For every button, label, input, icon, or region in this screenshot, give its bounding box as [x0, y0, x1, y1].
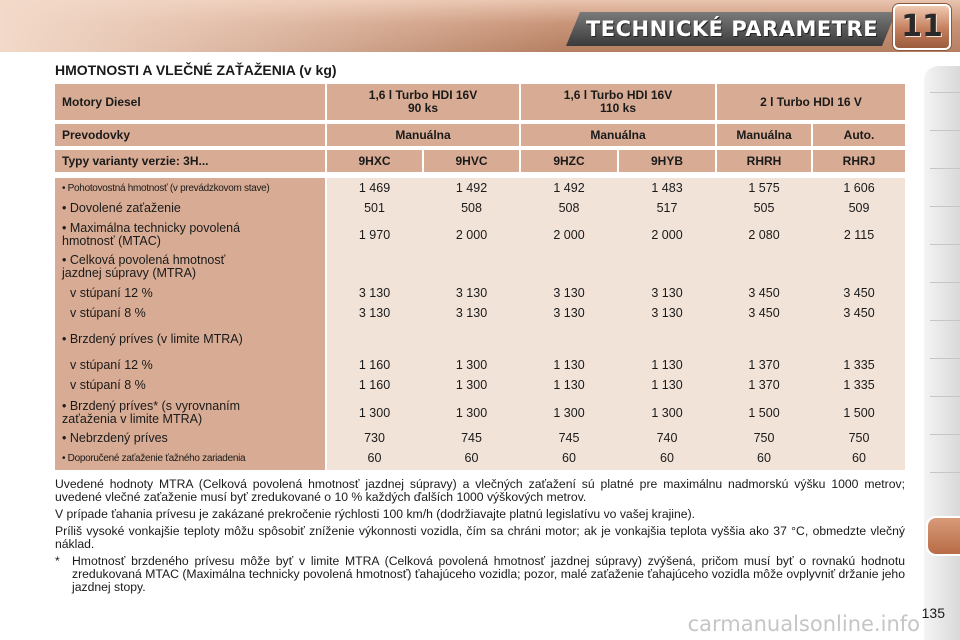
row-label: • Celková povolená hmotnosť jazdnej súpravy (MTRA)	[62, 253, 226, 280]
note-temperature: Príliš vysoké vonkajšie teploty môžu spôsobiť zníženie výkonnosti vozidla, čím sa chráni motor; ak je vonkajšia teplota vyššia ako 37 °C, obmedzte vlečný náklad.	[55, 524, 905, 551]
row-value: 1 606	[843, 181, 875, 195]
table-row	[55, 305, 905, 322]
row-value: 1 300	[651, 405, 683, 420]
chapter-tab[interactable]	[930, 434, 960, 435]
row-value: 508	[461, 200, 482, 215]
header-band-fade	[0, 0, 560, 52]
row-value	[813, 329, 905, 349]
row-value: 1 492	[455, 181, 488, 195]
row-value: 60	[562, 451, 576, 465]
row-value	[327, 252, 422, 282]
row-value: 1 492	[553, 181, 585, 195]
row-value: 3 130	[651, 306, 683, 320]
row-value: 1 160	[358, 378, 391, 392]
row-value: 1 500	[748, 405, 780, 420]
table-row	[55, 398, 905, 428]
variant-header: 9HYB	[619, 150, 715, 172]
row-value: 1 370	[748, 358, 780, 372]
row-value: 3 450	[748, 286, 780, 300]
row-value: 1 160	[358, 358, 391, 372]
row-value: 1 335	[843, 378, 875, 392]
row-value: 3 130	[651, 286, 683, 300]
note-speed: V prípade ťahania prívesu je zakázané prekročenie rýchlosti 100 km/h (dodržiavajte platnú legislatívu vo vašej krajine).	[55, 507, 696, 521]
row-label: • Pohotovostná hmotnosť (v prevádzkovom stave)	[62, 183, 270, 194]
chapter-number: 11	[901, 9, 943, 44]
variant-header: 9HXC	[327, 150, 422, 172]
row-value	[424, 252, 519, 282]
row-value: 3 450	[843, 286, 875, 300]
row-label: v stúpaní 12 %	[70, 286, 153, 300]
row-value: 1 130	[553, 378, 585, 392]
note-altitude: Uvedené hodnoty MTRA (Celková povolená hmotnosť jazdnej súpravy) a vlečných zaťažení sú platné pre maximálnu nadmorskú výšku 1000 metrov; uvedené vlečné zaťaženie musí byť zredukované o 10 % každých ďalších 1000 výškových metrov.	[55, 477, 905, 504]
row-value: 3 450	[843, 306, 875, 320]
row-label: • Brzdený príves* (s vyrovnaním zaťaženia v limite MTRA)	[62, 399, 241, 426]
row-value: 745	[558, 431, 580, 445]
row-label: v stúpaní 12 %	[70, 358, 153, 372]
row-value: 3 130	[455, 286, 488, 300]
row-value	[327, 329, 422, 349]
row-value: 730	[364, 431, 385, 445]
row-value	[619, 252, 715, 282]
row-value: 750	[848, 431, 870, 445]
chapter-tab[interactable]	[930, 396, 960, 397]
row-label: v stúpaní 8 %	[70, 306, 146, 320]
variant-header: 9HZC	[521, 150, 617, 172]
row-value: 3 450	[748, 306, 780, 320]
row-value: 1 300	[553, 405, 585, 420]
chapter-tab[interactable]	[930, 472, 960, 473]
row-value: 509	[848, 200, 870, 215]
row-label: • Brzdený príves (v limite MTRA)	[62, 331, 243, 346]
row-label: • Nebrzdený príves	[62, 431, 168, 445]
row-value: 1 335	[843, 358, 875, 372]
chapter-tab[interactable]	[930, 244, 960, 245]
table-row	[55, 252, 905, 282]
row-value: 2 000	[553, 227, 585, 242]
row-value	[717, 252, 811, 282]
gearbox-header: Auto.	[813, 124, 905, 146]
gearbox-header: Manuálna	[717, 124, 811, 146]
variant-header: 9HVC	[424, 150, 519, 172]
chapter-tab[interactable]	[930, 206, 960, 207]
row-value: 517	[656, 200, 678, 215]
row-value	[717, 329, 811, 349]
row-value: 740	[656, 431, 678, 445]
gearbox-label: Prevodovky	[55, 124, 325, 146]
chapter-tab[interactable]	[930, 130, 960, 131]
row-value: 60	[660, 451, 674, 465]
row-label: • Dovolené zaťaženie	[62, 200, 181, 215]
table-row	[55, 377, 905, 394]
gearbox-header: Manuálna	[327, 124, 519, 146]
row-value: 1 300	[455, 378, 488, 392]
table-row	[55, 180, 905, 197]
row-label: • Maximálna technicky povolená hmotnosť (MTAC)	[62, 221, 241, 248]
table-row	[55, 329, 905, 349]
row-value: 3 130	[358, 286, 391, 300]
engine-header: 1,6 l Turbo HDI 16V 90 ks	[327, 84, 519, 120]
row-value: 2 115	[843, 227, 875, 242]
chapter-tab[interactable]	[930, 282, 960, 283]
row-value: 3 130	[553, 286, 585, 300]
variants-row	[55, 150, 905, 172]
row-value: 1 370	[748, 378, 780, 392]
table-row	[55, 220, 905, 250]
row-value: 1 130	[651, 378, 683, 392]
page-number: 135	[921, 605, 945, 621]
row-value: 745	[461, 431, 482, 445]
table-row	[55, 285, 905, 302]
chapter-tab[interactable]	[930, 168, 960, 169]
row-value: 1 970	[358, 227, 391, 242]
variant-header: RHRJ	[813, 150, 905, 172]
watermark: carmanualsonline.info	[687, 612, 920, 636]
table-row	[55, 198, 905, 218]
row-value: 60	[464, 451, 479, 465]
engine-header: 2 l Turbo HDI 16 V	[717, 84, 905, 120]
row-value: 508	[558, 200, 580, 215]
row-value: 60	[757, 451, 771, 465]
variant-header: RHRH	[717, 150, 811, 172]
row-value	[619, 329, 715, 349]
row-value	[424, 329, 519, 349]
page-title: TECHNICKÉ PARAMETRE	[585, 17, 879, 41]
footnote-mark: *	[55, 554, 60, 568]
row-value: 3 130	[553, 306, 585, 320]
row-value: 1 575	[748, 181, 780, 195]
row-value: 1 300	[455, 358, 488, 372]
engine-header: 1,6 l Turbo HDI 16V 110 ks	[521, 84, 715, 120]
footnote	[55, 555, 905, 594]
engines-label: Motory Diesel	[55, 84, 325, 120]
row-value: 3 130	[455, 306, 488, 320]
row-value: 1 130	[651, 358, 683, 372]
row-value: 750	[753, 431, 775, 445]
table-row	[55, 450, 905, 467]
row-value: 1 300	[358, 405, 391, 420]
row-value	[521, 329, 617, 349]
row-value: 1 130	[553, 358, 585, 372]
footnote-text: Hmotnosť brzdeného prívesu môže byť v limite MTRA (Celková povolená hmotnosť jazdnej súpravy) zvýšená, pričom musí byť o rovnakú hodnotu zredukovaná MTAC (Maximálna technicky povolená hmotnosť) ťahajúceho vozidla; pozor, malé zaťaženie ťahajúceho vozidla môže ovplyvniť držanie jeho jazdnej stopy.	[72, 554, 905, 594]
gearbox-header: Manuálna	[521, 124, 715, 146]
row-value: 1 300	[455, 405, 488, 420]
row-value: 505	[753, 200, 775, 215]
chapter-tab-active[interactable]	[926, 516, 960, 556]
section-title: HMOTNOSTI A VLEČNÉ ZAŤAŽENIA (v kg)	[55, 62, 337, 78]
row-value: 2 000	[651, 227, 683, 242]
notes	[55, 478, 905, 594]
chapter-tab[interactable]	[930, 92, 960, 93]
chapter-tab[interactable]	[930, 358, 960, 359]
row-label: v stúpaní 8 %	[70, 378, 146, 392]
row-value: 2 000	[455, 227, 488, 242]
row-value	[521, 252, 617, 282]
row-value: 60	[852, 451, 866, 465]
row-value: 1 500	[843, 405, 875, 420]
row-label: • Doporučené zaťaženie ťažného zariadenia	[62, 453, 246, 464]
row-value: 501	[364, 200, 385, 215]
row-value: 1 483	[651, 181, 683, 195]
row-value: 3 130	[358, 306, 391, 320]
table-row	[55, 357, 905, 374]
row-value: 60	[367, 451, 382, 465]
row-value: 2 080	[748, 227, 780, 242]
table-row	[55, 430, 905, 447]
row-value: 1 469	[358, 181, 391, 195]
chapter-tab[interactable]	[930, 320, 960, 321]
variants-label: Typy varianty verzie: 3H...	[55, 150, 325, 172]
row-value	[813, 252, 905, 282]
gearbox-row	[55, 124, 905, 146]
engines-row	[55, 84, 905, 120]
